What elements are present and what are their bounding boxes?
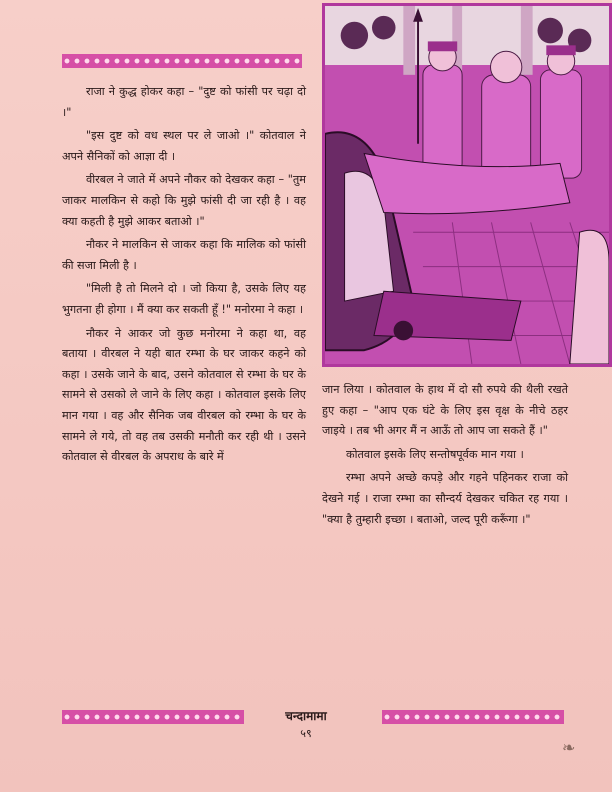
court-scene-drawing [325,6,609,364]
paragraph: "मिली है तो मिलने दो । जो किया है, उसके लिए यह भुगतना ही होगा । मैं क्या कर सकती हूँ !" मनोरमा ने कहा । [62,282,306,316]
decorative-mark-icon: ❧ [562,738,576,757]
top-border-ornament [62,54,302,68]
page-number: ५९ [300,727,312,740]
paragraph: राजा ने कुद्ध होकर कहा – "दुष्ट को फांसी पर चढ़ा दो ।" [62,85,306,119]
right-column [322,380,568,533]
bottom-border-left [62,710,244,724]
paragraph: रम्भा अपने अच्छे कपड़े और गहने पहिनकर राजा को देखने गई । राजा रम्भा का सौन्दर्य देखकर चकित रह गया । "क्या है तुम्हारी इच्छा । बताओ, जल्द पूरी करूँगा ।" [322,471,568,526]
paragraph: जान लिया । कोतवाल के हाथ में दो सौ रुपये की थैली रखते हुए कहा – "आप एक घंटे के लिए इस वृक्ष के नीचे ठहर जाइये । तब भी अगर मैं न आऊँ तो आप जा सकते हैं ।" [322,383,568,438]
paragraph: "इस दुष्ट को वध स्थल पर ले जाओ ।" कोतवाल ने अपने सैनिकों को आज्ञा दी । [62,129,306,163]
paragraph: नौकर ने मालकिन से जाकर कहा कि मालिक को फांसी की सजा मिली है । [62,238,306,272]
bottom-border-right [382,710,564,724]
magazine-name: चन्दामामा [285,709,327,723]
paragraph: वीरबल ने जाते में अपने नौकर को देखकर कहा – "तुम जाकर मालकिन से कहो कि मुझे फांसी दी जा रही है । वह क्या कहती है मुझे आकर बताओ ।" [62,173,306,228]
left-column [62,82,306,471]
paragraph: कोतवाल इसके लिए सन्तोषपूर्वक मान गया । [346,447,524,461]
story-illustration [322,3,612,367]
paragraph: नौकर ने आकर जो कुछ मनोरमा ने कहा था, वह बताया । वीरबल ने यही बात रम्भा के घर जाकर कहने को कहा । उसके जाने के बाद, उसने कोतवाल से रम्भा के घर के सामने से उसको ले जाने के लिए कहा । कोतवाल इसके लिए मान गया । वह और सैनिक जब वीरबल को रम्भा के घर के सामने ले गये, तो वह तब उसकी मनौती कर रही थी । उसने कोतवाल से वीरबल के अपराध के बारे में [62,326,306,464]
